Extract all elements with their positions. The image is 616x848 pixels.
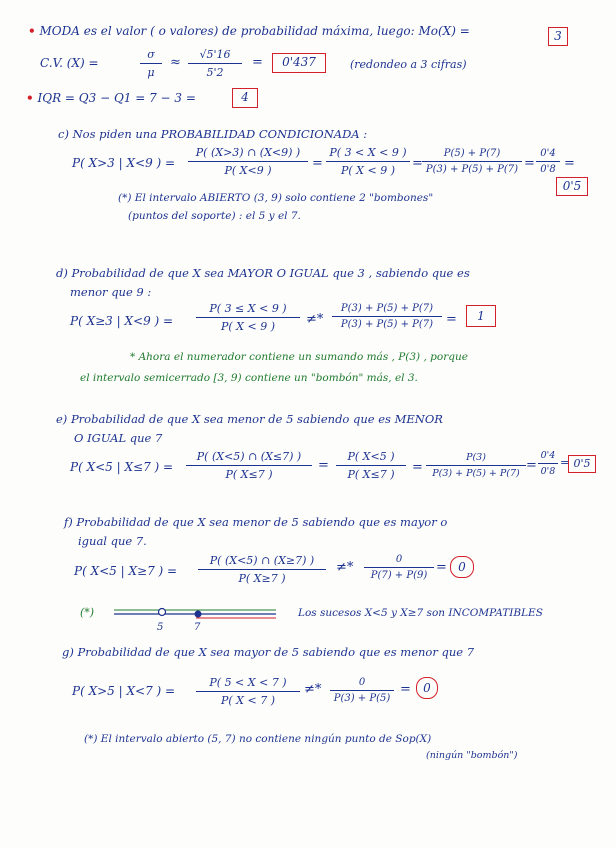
d-answer-box: 1 xyxy=(466,305,496,327)
e-f1-den: P( X≤7 ) xyxy=(225,468,273,481)
cv-mu: μ xyxy=(147,66,155,79)
cv-sqrt: √5'16 xyxy=(188,48,242,64)
c-lhs: P( X>3 | X<9 ) = xyxy=(72,156,176,170)
tick-label-7: 7 xyxy=(194,622,201,633)
g-f1-den: P( X < 7 ) xyxy=(220,694,276,707)
c-eq4: = xyxy=(564,156,575,171)
g-star: ≠* xyxy=(304,682,322,697)
e-eq2: = xyxy=(412,460,423,475)
iqr-answer-box: 4 xyxy=(232,88,258,108)
g-fraction-1 xyxy=(196,676,300,707)
c-intro: c) Nos piden una PROBABILIDAD CONDICIONADA : xyxy=(58,127,368,141)
mode-answer-box: 3 xyxy=(548,27,568,46)
e-lhs: P( X<5 | X≤7 ) = xyxy=(70,460,174,474)
d-f1-num: P( 3 ≤ X < 9 ) xyxy=(196,302,300,318)
f-f2-num: 0 xyxy=(364,554,434,568)
e-f4-den: 0'8 xyxy=(540,466,556,477)
c-fraction-4 xyxy=(536,148,560,175)
mode-line xyxy=(28,24,470,38)
cv-eq: = xyxy=(252,55,263,70)
d-note-1: * Ahora el numerador contiene un sumando más , P(3) , porque xyxy=(130,351,468,363)
c-f3-den: P(3) + P(5) + P(7) xyxy=(425,164,519,175)
c-f2-num: P( 3 < X < 9 ) xyxy=(326,146,410,162)
e-eq3: = xyxy=(526,458,537,473)
cv-sigma-mu xyxy=(140,48,162,79)
g-fraction-2 xyxy=(330,677,394,704)
e-eq1: = xyxy=(318,458,329,473)
e-f3-num: P(3) xyxy=(426,452,526,466)
cv-den: 5'2 xyxy=(206,66,224,79)
f-intro-2: igual que 7. xyxy=(78,534,147,548)
c-f4-den: 0'8 xyxy=(540,164,556,175)
closed-point-7 xyxy=(195,611,202,618)
e-answer-box: 0'5 xyxy=(568,455,596,473)
g-note-2: (ningún "bombón") xyxy=(426,750,518,761)
d-eq: = xyxy=(446,312,457,327)
iqr-line xyxy=(26,91,196,105)
d-f2-num: P(3) + P(5) + P(7) xyxy=(332,303,442,317)
g-note-1: (*) El intervalo abierto (5, 7) no contiene ningún punto de Sop(X) xyxy=(84,733,432,745)
f-fraction-1 xyxy=(198,554,326,585)
c-answer-box: 0'5 xyxy=(556,177,588,196)
f-eq: = xyxy=(436,560,447,575)
d-f1-den: P( X < 9 ) xyxy=(220,320,276,333)
d-fraction-2 xyxy=(332,303,442,330)
c-fraction-2 xyxy=(326,146,410,177)
f-note: Los sucesos X<5 y X≥7 son INCOMPATIBLES xyxy=(298,607,543,619)
e-intro-1: e) Probabilidad de que X sea menor de 5 sabiendo que es MENOR xyxy=(56,412,443,426)
g-f2-num: 0 xyxy=(330,677,394,691)
c-note-2: (puntos del soporte) : el 5 y el 7. xyxy=(128,210,301,222)
cv-answer-box: 0'437 xyxy=(272,53,326,73)
c-eq3: = xyxy=(524,156,535,171)
e-eq4: = xyxy=(560,456,570,469)
cv-approx: ≈ xyxy=(170,55,181,70)
cv-lhs: C.V. (X) = xyxy=(40,56,99,70)
c-f2-den: P( X < 9 ) xyxy=(340,164,396,177)
c-fraction-3 xyxy=(422,148,522,175)
e-f2-num: P( X<5 ) xyxy=(336,450,406,466)
d-f2-den: P(3) + P(5) + P(7) xyxy=(340,319,434,330)
d-intro-2: menor que 9 : xyxy=(70,285,152,299)
c-f1-den: P( X<9 ) xyxy=(224,164,272,177)
cv-sigma: σ xyxy=(140,48,162,64)
f-intro-1: f) Probabilidad de que X sea menor de 5 sabiendo que es mayor o xyxy=(64,515,448,529)
mode-text: MODA es el valor ( o valores) de probabilidad máxima, luego: Mo(X) = xyxy=(39,24,470,38)
d-lhs: P( X≥3 | X<9 ) = xyxy=(70,314,174,328)
c-note-1: (*) El intervalo ABIERTO (3, 9) solo contiene 2 "bombones" xyxy=(118,192,434,204)
iqr-text: IQR = Q3 − Q1 = 7 − 3 = xyxy=(37,91,196,105)
d-intro-1: d) Probabilidad de que X sea MAYOR O IGUAL que 3 , sabiendo que es xyxy=(56,266,470,280)
f-star: ≠* xyxy=(336,560,354,575)
cv-value-fraction xyxy=(188,48,242,79)
f-f1-den: P( X≥7 ) xyxy=(238,572,286,585)
iqr-bullet: • xyxy=(26,91,34,105)
c-fraction-1 xyxy=(188,146,308,177)
d-fraction-1 xyxy=(196,302,300,333)
g-answer-box: 0 xyxy=(416,677,438,699)
e-fraction-2 xyxy=(336,450,406,481)
mode-bullet: • xyxy=(28,24,36,38)
tick-label-5: 5 xyxy=(157,622,164,633)
c-eq2: = xyxy=(412,156,423,171)
d-note-2: el intervalo semicerrado [3, 9) contiene un "bombón" más, el 3. xyxy=(80,372,418,384)
f-answer-box: 0 xyxy=(450,556,474,578)
f-lhs: P( X<5 | X≥7 ) = xyxy=(74,564,178,578)
c-eq1: = xyxy=(312,156,323,171)
cv-note: (redondeo a 3 cifras) xyxy=(350,58,467,71)
g-f1-num: P( 5 < X < 7 ) xyxy=(196,676,300,692)
g-eq: = xyxy=(400,682,411,697)
e-fraction-4 xyxy=(538,450,558,477)
e-f2-den: P( X≤7 ) xyxy=(347,468,395,481)
e-f4-num: 0'4 xyxy=(538,450,558,464)
g-intro: g) Probabilidad de que X sea mayor de 5 sabiendo que es menor que 7 xyxy=(62,645,475,659)
c-f3-num: P(5) + P(7) xyxy=(422,148,522,162)
e-f3-den: P(3) + P(5) + P(7) xyxy=(432,468,520,479)
e-intro-2: O IGUAL que 7 xyxy=(74,431,163,445)
g-lhs: P( X>5 | X<7 ) = xyxy=(72,684,176,698)
e-fraction-1 xyxy=(186,450,312,481)
c-f1-num: P( (X>3) ∩ (X<9) ) xyxy=(188,146,308,162)
f-f2-den: P(7) + P(9) xyxy=(370,570,428,581)
d-star: ≠* xyxy=(306,312,324,327)
e-fraction-3 xyxy=(426,452,526,479)
g-f2-den: P(3) + P(5) xyxy=(333,693,391,704)
f-f1-num: P( (X<5) ∩ (X≥7) ) xyxy=(198,554,326,570)
f-fraction-2 xyxy=(364,554,434,581)
open-point-5 xyxy=(159,609,166,616)
f-mark: (*) xyxy=(80,606,95,619)
c-f4-num: 0'4 xyxy=(536,148,560,162)
e-f1-num: P( (X<5) ∩ (X≤7) ) xyxy=(186,450,312,466)
